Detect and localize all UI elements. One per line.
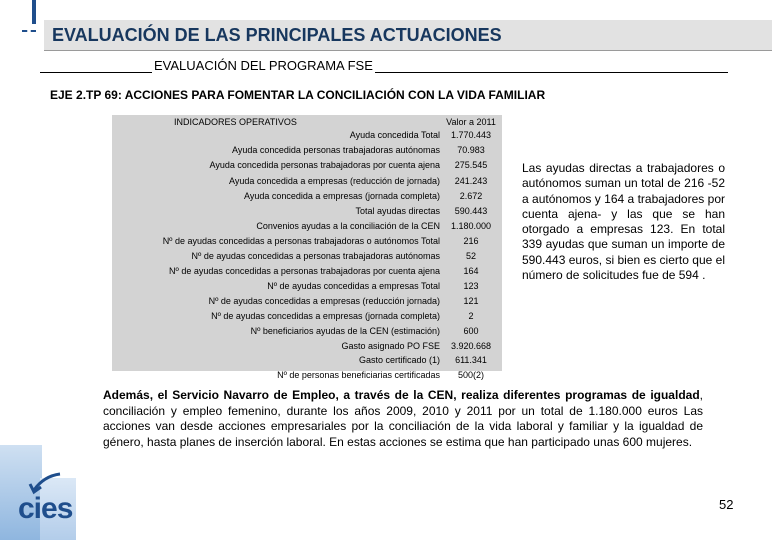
- section-heading: EJE 2.TP 69: ACCIONES PARA FOMENTAR LA CONCILIACIÓN CON LA VIDA FAMILIAR: [50, 88, 546, 102]
- table-row: [112, 142, 502, 158]
- row-label: Nº de ayudas concedidas a personas trabajadoras por cuenta ajena: [169, 266, 440, 276]
- subtitle-underline: [40, 72, 728, 73]
- row-label: Nº de ayudas concedidas a empresas (jornada completa): [211, 311, 440, 321]
- table-row: [112, 233, 502, 249]
- row-value: 611.341: [455, 355, 487, 365]
- row-value: 52: [465, 251, 476, 261]
- row-label: Nº de ayudas concedidas a personas trabajadoras o autónomos Total: [162, 236, 440, 246]
- row-value: 2.672: [459, 191, 483, 201]
- subtitle: EVALUACIÓN DEL PROGRAMA FSE: [154, 58, 373, 73]
- row-value: 600: [463, 326, 479, 336]
- row-label: Gasto certificado (1): [358, 355, 440, 365]
- row-label: Ayuda concedida Total: [349, 130, 440, 140]
- cen-paragraph-rest: , conciliación y empleo femenino, durante los años 2009, 2010 y 2011 por un total de 1.180.000 euros Las acciones van desde acciones empresariales por la conciliación de la vida laboral y familiar y la igualdad de género, hasta planes de inserción laboral. En estas acciones se estima que han participado unas 600 mujeres.: [103, 388, 703, 449]
- table-row: [112, 218, 502, 234]
- row-label: Nº beneficiarios ayudas de la CEN (estimación): [250, 326, 440, 336]
- table-header-value: Valor a 2011: [446, 117, 496, 127]
- row-value: 70.983: [457, 145, 485, 155]
- page-number: 52: [719, 497, 734, 512]
- cen-paragraph-bold: Además, el Servicio Navarro de Empleo, a través de la CEN, realiza diferentes programas de igualdad: [103, 388, 700, 402]
- row-value: 1.180.000: [450, 221, 492, 231]
- row-value: 1.770.443: [450, 130, 492, 140]
- row-label: Convenios ayudas a la conciliación de la CEN: [256, 221, 440, 231]
- row-value: 164: [463, 266, 479, 276]
- table-row: [112, 278, 502, 294]
- table-row: [112, 293, 502, 309]
- row-value: 216: [463, 236, 479, 246]
- row-value: 3.920.668: [450, 341, 492, 351]
- row-value: 121: [463, 296, 479, 306]
- row-value: 500(2): [457, 370, 484, 380]
- subtitle-row: [40, 58, 728, 74]
- top-accent-bar: [32, 0, 36, 24]
- row-value: 123: [463, 281, 479, 291]
- table-row: [112, 188, 502, 204]
- table-row: [112, 203, 502, 219]
- row-value: 590.443: [454, 206, 488, 216]
- row-label: Ayuda concedida a empresas (reducción de jornada): [229, 176, 440, 186]
- row-label: Ayuda concedida personas trabajadoras por cuenta ajena: [209, 160, 440, 170]
- row-label: Gasto asignado PO FSE: [341, 341, 440, 351]
- table-row: [112, 248, 502, 264]
- row-value: 275.545: [454, 160, 488, 170]
- table-row: [112, 127, 502, 143]
- row-label: Ayuda concedida a empresas (jornada completa): [244, 191, 440, 201]
- page-title: EVALUACIÓN DE LAS PRINCIPALES ACTUACIONES: [52, 25, 502, 45]
- indicators-table: [112, 115, 502, 380]
- dashed-accent: [22, 30, 36, 32]
- row-label: Total ayudas directas: [355, 206, 440, 216]
- table-row: [112, 308, 502, 324]
- cen-paragraph: [103, 388, 703, 450]
- table-row: [112, 173, 502, 189]
- row-label: Nº de ayudas concedidas a empresas Total: [267, 281, 440, 291]
- table-header-label: INDICADORES OPERATIVOS: [174, 117, 297, 127]
- row-label: Ayuda concedida personas trabajadoras autónomas: [232, 145, 440, 155]
- row-label: Nº de ayudas concedidas a empresas (reducción jornada): [208, 296, 440, 306]
- table-row: [112, 343, 502, 365]
- row-label: Nº de personas beneficiarias certificadas: [277, 370, 440, 380]
- cies-logo: [16, 470, 82, 528]
- title-banner: [44, 20, 772, 51]
- row-label: Nº de ayudas concedidas a personas trabajadoras autónomas: [191, 251, 440, 261]
- row-value: 2: [468, 311, 474, 321]
- table-row: [112, 323, 502, 339]
- summary-paragraph: Las ayudas directas a trabajadores o autónomos suman un total de 216 -52 a autónomos y 164 a trabajadores por cuenta ajena- y las que se han otorgado a empresas 123. En total 339 ayudas que suman un importe de 590.443 euros, si bien es cierto que el número de solicitudes fue de 594 .: [522, 161, 725, 283]
- table-row: [112, 263, 502, 279]
- table-row: [112, 358, 502, 380]
- logo-text: cies: [18, 492, 73, 525]
- table-row: [112, 157, 502, 173]
- row-value: 241.243: [454, 176, 488, 186]
